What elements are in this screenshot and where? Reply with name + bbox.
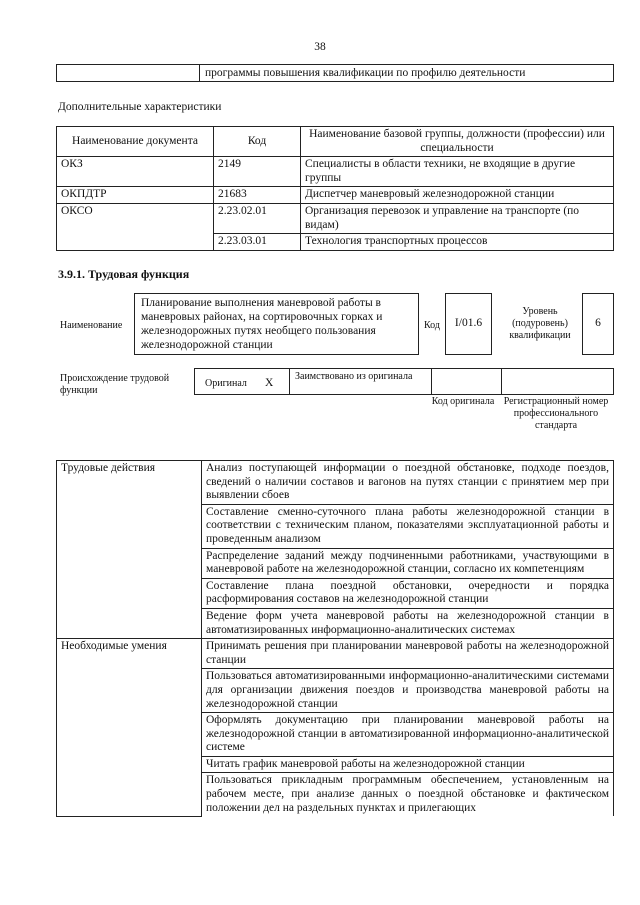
origin-label: Происхождение трудовой функции (60, 373, 170, 396)
original-label: Оригинал (205, 378, 247, 389)
origin-box (194, 368, 614, 395)
row-name: Организация перевозок и управление на транспорте (по видам) (301, 203, 614, 233)
header-doc: Наименование документа (57, 127, 214, 157)
function-code: I/01.6 (454, 317, 483, 329)
section-title: 3.9.1. Трудовая функция (58, 267, 190, 281)
additional-title: Дополнительные характеристики (58, 101, 222, 113)
function-name-box (134, 293, 419, 355)
function-name: Планирование выполнения маневровой работы в маневровых районах, на сортировочных горках и железнодорожных путях необщего пользования железнодорожной станции (141, 297, 383, 351)
row-doc: ОКПДТР (57, 187, 214, 204)
additional-table (56, 126, 614, 251)
section-label: Трудовые действия (57, 461, 202, 639)
code-original-caption: Код оригинала (431, 396, 495, 407)
origin-divider (501, 369, 502, 394)
header-name: Наименование базовой группы, должности (профессии) или специальности (301, 127, 614, 157)
continuation-text: программы повышения квалификации по профилю деятельности (205, 67, 526, 79)
row-name: Технология транспортных процессов (301, 234, 614, 251)
table-row: Ведение форм учета маневровой работы на железнодорожной станции в автоматизированных информационно-аналитических системах (202, 608, 614, 638)
function-code-box (445, 293, 492, 355)
row-doc: ОКЗ (57, 157, 214, 187)
origin-divider (289, 369, 290, 394)
name-label: Наименование (60, 320, 123, 331)
original-mark: X (265, 377, 274, 389)
section-label: Необходимые умения (57, 639, 202, 817)
table-row: Составление плана поездной обстановки, очередности и порядка расформирования составов на железнодорожной станции (202, 578, 614, 608)
header-code: Код (214, 127, 301, 157)
reg-number-caption: Регистрационный номер профессионального стандарта (503, 396, 609, 431)
origin-divider (431, 369, 432, 394)
row-code: 21683 (214, 187, 301, 204)
table-row: Оформлять документацию при планировании маневровой работы на железнодорожной станции в автоматизированной информационно-аналитической системе (202, 713, 614, 757)
borrowed-label: Заимствовано из оригинала (295, 371, 413, 382)
table-row: Распределение заданий между подчиненными работниками, участвующими в маневровой работе на железнодорожной станции, согласно их компетенциям (202, 548, 614, 578)
function-table (56, 460, 614, 817)
table-row: Принимать решения при планировании маневровой работы на железнодорожной станции (202, 639, 614, 669)
level-label: Уровень (подуровень) квалификации (509, 306, 571, 341)
level-value-box (582, 293, 614, 355)
table-row: Анализ поступающей информации о поездной обстановке, подходе поездов, сведений о наличии составов и вагонов на путях станции с принятием мер при выявлении сбоев (202, 461, 614, 505)
row-name: Специалисты в области техники, не входящие в другие группы (301, 157, 614, 187)
table-row: Пользоваться прикладным программным обеспечением, установленным на рабочем месте, при анализе данных о поездной обстановке и фактическом положении дел на раздельных пунктах и прилегающих (202, 773, 614, 816)
continuation-row (56, 64, 614, 82)
row-doc: ОКСО (57, 203, 214, 250)
table-row: Составление сменно-суточного плана работы железнодорожной станции в соответствии с техническим планом, показателями эксплуатационной работы и проведенным анализом (202, 504, 614, 548)
row-name: Диспетчер маневровый железнодорожной станции (301, 187, 614, 204)
row-divider (199, 65, 200, 81)
table-row: Пользоваться автоматизированными информационно-аналитическими системами для организации движения поездов и производства маневровой работы на железнодорожной станции (202, 669, 614, 713)
row-code: 2.23.02.01 (214, 203, 301, 233)
row-code: 2.23.03.01 (214, 234, 301, 251)
code-label: Код (424, 320, 440, 331)
page-number: 38 (314, 41, 326, 53)
table-row: Читать график маневровой работы на железнодорожной станции (202, 756, 614, 773)
level-value: 6 (595, 317, 601, 329)
row-code: 2149 (214, 157, 301, 187)
